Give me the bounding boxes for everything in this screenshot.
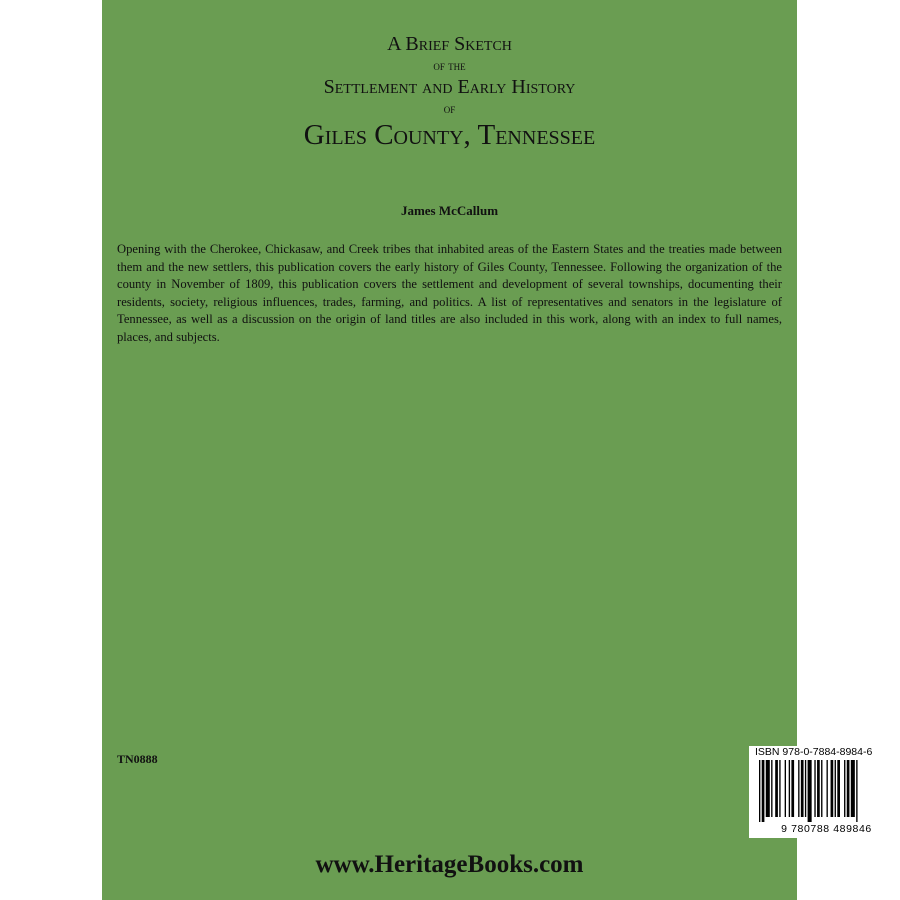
barcode-bar bbox=[766, 760, 770, 817]
barcode-bar bbox=[831, 760, 834, 817]
barcode-bar bbox=[759, 760, 760, 822]
barcode-bar bbox=[798, 760, 799, 817]
barcode-bar bbox=[762, 760, 765, 822]
barcode-bars bbox=[759, 760, 894, 822]
book-description: Opening with the Cherokee, Chickasaw, and Creek tribes that inhabited areas of the Eastern States and the treaties made between them and the new settlers, this publication covers the early history of Giles County, Tennessee. Following the organization of the county in November of 1809, this publication covers the settlement and development of several townships, documenting their residents, society, religious influences, trades, farming, and politics. A list of representatives and senators in the legislature of Tennessee, as well as a discussion on the origin of land titles are also included in this work, along with an index to full names, places, and subjects. bbox=[117, 242, 782, 344]
barcode-bar bbox=[844, 760, 845, 817]
title-line-5: Giles County, Tennessee bbox=[303, 119, 596, 151]
title-line-2: of the bbox=[433, 58, 466, 73]
barcode-bar bbox=[789, 760, 790, 817]
barcode-bar bbox=[775, 760, 778, 817]
catalog-code: TN0888 bbox=[117, 752, 158, 766]
barcode-bar bbox=[785, 760, 786, 817]
barcode-bar bbox=[808, 760, 812, 822]
barcode-bar bbox=[851, 760, 855, 817]
title-line-4: of bbox=[443, 101, 456, 116]
barcode-number: 9 780788 489846 bbox=[781, 823, 872, 835]
back-cover bbox=[102, 0, 873, 900]
barcode-bar bbox=[779, 760, 780, 817]
barcode-bar bbox=[847, 760, 850, 817]
barcode-bar bbox=[837, 760, 840, 817]
barcode-bar bbox=[814, 760, 815, 817]
book-title bbox=[102, 34, 797, 150]
barcode-bar bbox=[835, 760, 836, 817]
barcode-bar bbox=[821, 760, 822, 817]
barcode-bar bbox=[827, 760, 828, 817]
title-line-3: Settlement and Early History bbox=[323, 76, 576, 98]
barcode-bar bbox=[805, 760, 806, 817]
barcode-bar bbox=[817, 760, 820, 817]
title-line-1: A Brief Sketch bbox=[387, 33, 512, 55]
author-name: James McCallum bbox=[400, 203, 499, 218]
isbn-barcode bbox=[749, 746, 900, 838]
isbn-label: ISBN 978-0-7884-8984-6 bbox=[755, 746, 873, 758]
barcode-bar bbox=[801, 760, 804, 817]
barcode-bar bbox=[856, 760, 857, 822]
barcode-bar bbox=[771, 760, 772, 817]
barcode-bar bbox=[791, 760, 794, 817]
publisher-website: www.HeritageBooks.com bbox=[315, 851, 584, 878]
